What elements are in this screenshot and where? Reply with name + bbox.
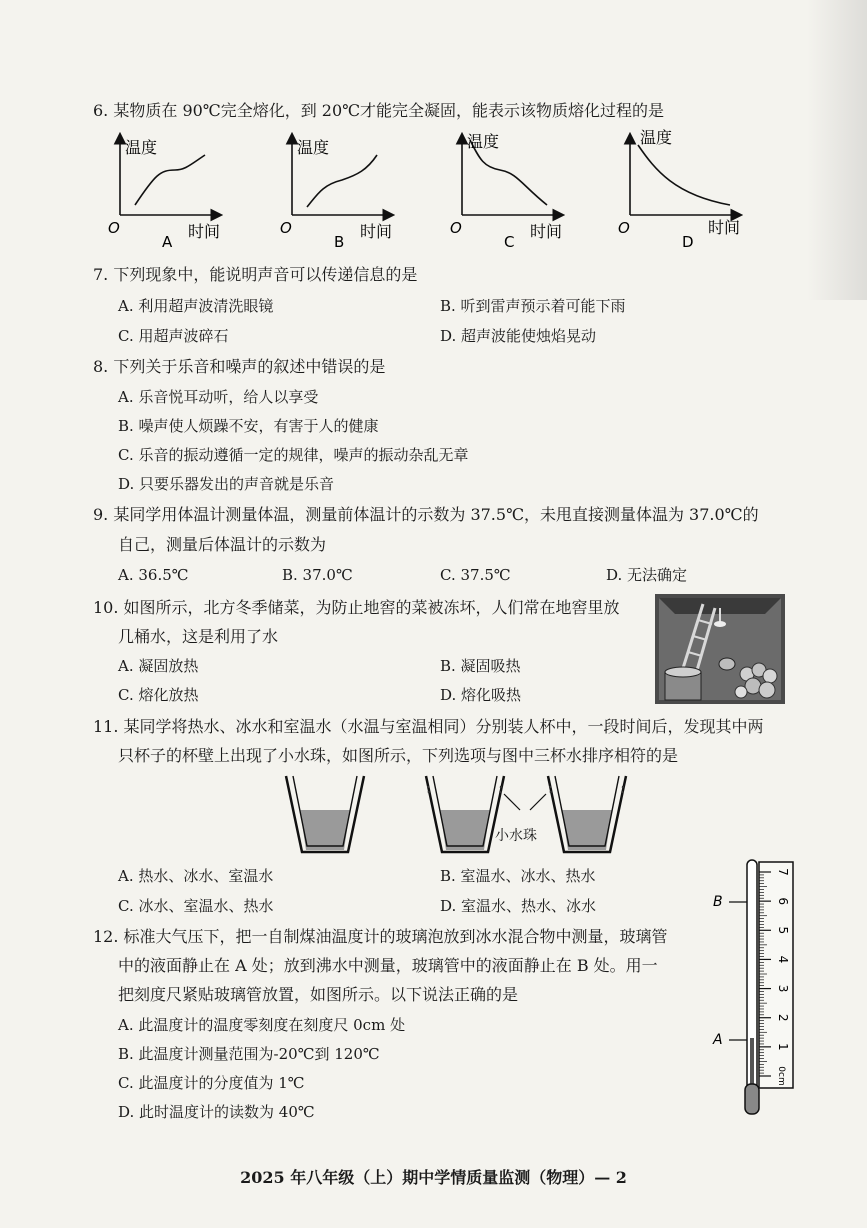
q8-option-c: C. 乐音的振动遵循一定的规律，噪声的振动杂乱无章 — [118, 446, 469, 464]
q7-option-c: C. 用超声波碎石 — [118, 327, 229, 345]
q10-option-d: D. 熔化吸热 — [440, 686, 522, 704]
graph-c — [450, 132, 562, 250]
ruler-number: 6 — [776, 897, 790, 905]
graph-b-label: B — [334, 233, 345, 250]
ruler-number: 4 — [776, 955, 790, 964]
droplet-label: 小水珠 — [495, 828, 537, 844]
graph-a-ylabel: 温度 — [125, 138, 158, 157]
cup-3 — [548, 776, 626, 852]
q7-option-b: B. 听到雷声预示着可能下雨 — [440, 297, 626, 315]
q6-graphs — [100, 125, 760, 250]
q9-option-d: D. 无法确定 — [606, 566, 688, 584]
ruler-number: 0cm — [776, 1066, 786, 1086]
q12-stem-line3: 把刻度尺紧贴玻璃管放置，如图所示。以下说法正确的是 — [118, 985, 519, 1004]
q6-stem: 6. 某物质在 90℃完全熔化，到 20℃才能完全凝固，能表示该物质熔化过程的是 — [93, 101, 665, 120]
cups-figure — [280, 772, 630, 857]
page-footer: 2025 年八年级（上）期中学情质量监测（物理）— 2 — [240, 1168, 627, 1187]
q11-stem-line2: 只杯子的杯壁上出现了小水珠，如图所示，下列选项与图中三杯水排序相符的是 — [118, 746, 679, 765]
ruler-number: 2 — [776, 1013, 790, 1022]
q10-stem-line2: 几桶水，这是利用了水 — [118, 627, 279, 646]
q9-option-a: A. 36.5℃ — [118, 566, 189, 584]
ruler-number: 1 — [776, 1043, 790, 1051]
graph-a-origin: O — [108, 219, 120, 237]
graph-d — [618, 128, 740, 250]
q11-option-a: A. 热水、冰水、室温水 — [118, 867, 274, 885]
q7-stem: 7. 下列现象中，能说明声音可以传递信息的是 — [93, 265, 418, 284]
q8-option-b: B. 噪声使人烦躁不安，有害于人的健康 — [118, 417, 379, 435]
q12-option-b: B. 此温度计测量范围为-20℃到 120℃ — [118, 1045, 380, 1063]
graph-c-label: C — [504, 233, 515, 250]
graph-b-ylabel: 温度 — [297, 138, 330, 157]
graph-d-label: D — [682, 233, 694, 250]
q11-stem-line1: 11. 某同学将热水、冰水和室温水（水温与室温相同）分别装人杯中，一段时间后，发现其中两 — [93, 717, 764, 736]
q9-stem-line2: 自己，测量后体温计的示数为 — [118, 535, 327, 554]
q10-option-b: B. 凝固吸热 — [440, 657, 521, 675]
ruler-number: 5 — [776, 926, 790, 935]
graph-a-xlabel: 时间 — [188, 222, 221, 241]
q9-option-c: C. 37.5℃ — [440, 566, 511, 584]
graph-d-xlabel: 时间 — [708, 218, 741, 237]
marker-a-label: A — [713, 1032, 723, 1048]
cellar-illustration — [655, 594, 785, 704]
q8-option-d: D. 只要乐器发出的声音就是乐音 — [118, 475, 335, 493]
q7-option-a: A. 利用超声波清洗眼镜 — [118, 297, 274, 315]
q12-stem-line2: 中的液面静止在 A 处；放到沸水中测量，玻璃管中的液面静止在 B 处。用一 — [118, 956, 658, 975]
graph-c-origin: O — [450, 219, 462, 237]
ruler-number: 3 — [776, 984, 790, 993]
q12-option-d: D. 此时温度计的读数为 40℃ — [118, 1103, 315, 1121]
q7-option-d: D. 超声波能使烛焰晃动 — [440, 327, 597, 345]
ruler-number: 7 — [776, 868, 790, 876]
scan-shadow — [807, 0, 867, 300]
q10-option-a: A. 凝固放热 — [118, 657, 199, 675]
graph-d-ylabel: 温度 — [640, 128, 673, 147]
graph-a-label: A — [162, 233, 173, 250]
q9-option-b: B. 37.0℃ — [282, 566, 353, 584]
q8-option-a: A. 乐音悦耳动听，给人以享受 — [118, 388, 319, 406]
q11-option-b: B. 室温水、冰水、热水 — [440, 867, 596, 885]
graph-a — [108, 135, 220, 250]
q8-stem: 8. 下列关于乐音和噪声的叙述中错误的是 — [93, 357, 386, 376]
graph-b — [280, 135, 392, 250]
q12-option-a: A. 此温度计的温度零刻度在刻度尺 0cm 处 — [118, 1016, 406, 1034]
graph-d-origin: O — [618, 219, 630, 237]
cup-1 — [286, 776, 364, 852]
q12-option-c: C. 此温度计的分度值为 1℃ — [118, 1074, 305, 1092]
marker-b-label: B — [713, 894, 723, 910]
cup-2 — [426, 776, 504, 852]
graph-b-origin: O — [280, 219, 292, 237]
q11-option-c: C. 冰水、室温水、热水 — [118, 897, 274, 915]
q12-stem-line1: 12. 标准大气压下，把一自制煤油温度计的玻璃泡放到冰水混合物中测量，玻璃管 — [93, 927, 668, 946]
graph-c-xlabel: 时间 — [530, 222, 563, 241]
q10-option-c: C. 熔化放热 — [118, 686, 199, 704]
thermometer-ruler — [705, 858, 795, 1120]
q11-option-d: D. 室温水、热水、冰水 — [440, 897, 597, 915]
q9-stem-line1: 9. 某同学用体温计测量体温，测量前体温计的示数为 37.5℃，未甩直接测量体温为 37.0℃的 — [93, 505, 759, 524]
graph-c-ylabel: 温度 — [467, 132, 500, 151]
graph-b-xlabel: 时间 — [360, 222, 393, 241]
q10-stem-line1: 10. 如图所示，北方冬季储菜，为防止地窖的菜被冻坏，人们常在地窖里放 — [93, 598, 620, 617]
